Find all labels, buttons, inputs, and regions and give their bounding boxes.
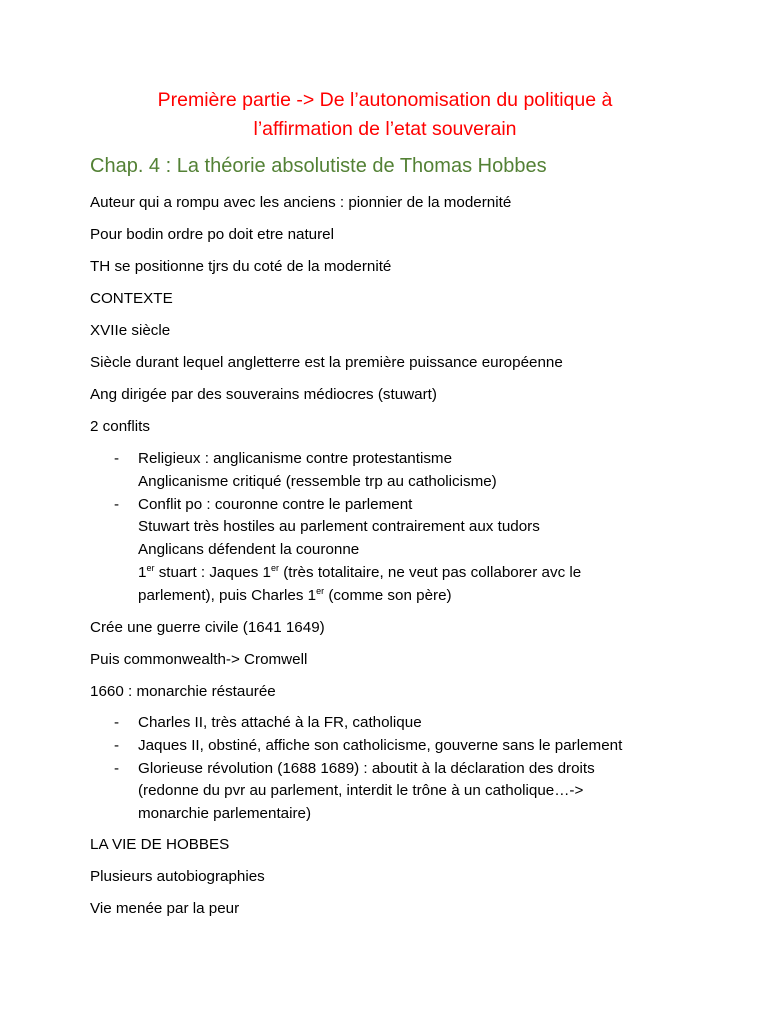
paragraph: Auteur qui a rompu avec les anciens : pionnier de la modernité bbox=[90, 194, 512, 211]
ordinal-suffix: er bbox=[270, 562, 279, 573]
ordinal-number: 1 bbox=[138, 563, 147, 581]
paragraph: Siècle durant lequel angletterre est la première puissance européenne bbox=[90, 354, 563, 371]
ordinal-suffix: er bbox=[146, 562, 155, 573]
title-line-1: Première partie -> De l’autonomisation du politique à bbox=[157, 89, 613, 111]
paragraph: Vie menée par la peur bbox=[90, 900, 240, 917]
list-item bbox=[90, 712, 622, 735]
list-item-line: monarchie parlementaire) bbox=[138, 805, 312, 823]
list-item bbox=[90, 448, 581, 494]
section-label-contexte: CONTEXTE bbox=[90, 290, 173, 307]
paragraph: 2 conflits bbox=[90, 418, 150, 435]
list-item bbox=[90, 494, 581, 608]
text-segment: (comme son père) bbox=[324, 586, 452, 604]
text-segment: stuart : Jaques 1 bbox=[154, 563, 271, 581]
title-line-2: l’affirmation de l’etat souverain bbox=[253, 118, 517, 140]
list-item-line: Anglicanisme critiqué (ressemble trp au catholicisme) bbox=[138, 472, 497, 490]
list-item bbox=[90, 758, 622, 826]
paragraph: 1660 : monarchie réstaurée bbox=[90, 683, 276, 700]
list-dash: - bbox=[114, 736, 120, 754]
section-label-vie-de-hobbes: LA VIE DE HOBBES bbox=[90, 836, 230, 853]
list-item bbox=[90, 735, 622, 758]
chapter-heading: Chap. 4 : La théorie absolutiste de Thomas Hobbes bbox=[90, 155, 547, 177]
paragraph: Puis commonwealth-> Cromwell bbox=[90, 651, 308, 668]
list-item-line: Stuwart très hostiles au parlement contrairement aux tudors bbox=[138, 518, 540, 536]
paragraph: Plusieurs autobiographies bbox=[90, 868, 265, 885]
paragraph: Pour bodin ordre po doit etre naturel bbox=[90, 226, 335, 243]
list-item-line: (redonne du pvr au parlement, interdit le trône à un catholique…-> bbox=[138, 782, 584, 800]
ordinal-suffix: er bbox=[316, 585, 325, 596]
paragraph: Crée une guerre civile (1641 1649) bbox=[90, 619, 325, 636]
list-item-line: Glorieuse révolution (1688 1689) : aboutit à la déclaration des droits bbox=[138, 759, 595, 777]
list-dash: - bbox=[114, 714, 120, 731]
list-item-line bbox=[138, 585, 581, 608]
list-item-line bbox=[138, 562, 581, 585]
document-title bbox=[90, 86, 680, 144]
list-dash: - bbox=[114, 495, 120, 513]
text-segment: (très totalitaire, ne veut pas collaborer avc le bbox=[279, 563, 582, 581]
list-item-line: Conflit po : couronne contre le parlement bbox=[138, 495, 413, 513]
paragraph: XVIIe siècle bbox=[90, 322, 171, 339]
list-item-line: Charles II, très attaché à la FR, catholique bbox=[138, 714, 422, 731]
monarchs-list bbox=[90, 712, 622, 826]
paragraph: Ang dirigée par des souverains médiocres (stuwart) bbox=[90, 386, 437, 403]
list-item-line: Religieux : anglicanisme contre protestantisme bbox=[138, 450, 453, 467]
list-item-line: Jaques II, obstiné, affiche son catholicisme, gouverne sans le parlement bbox=[138, 736, 623, 754]
list-item-line: Anglicans défendent la couronne bbox=[138, 541, 360, 559]
paragraph: TH se positionne tjrs du coté de la modernité bbox=[90, 258, 392, 275]
list-dash: - bbox=[114, 759, 120, 777]
conflicts-list bbox=[90, 448, 581, 608]
list-dash: - bbox=[114, 450, 120, 467]
text-segment: parlement), puis Charles 1 bbox=[138, 586, 317, 604]
